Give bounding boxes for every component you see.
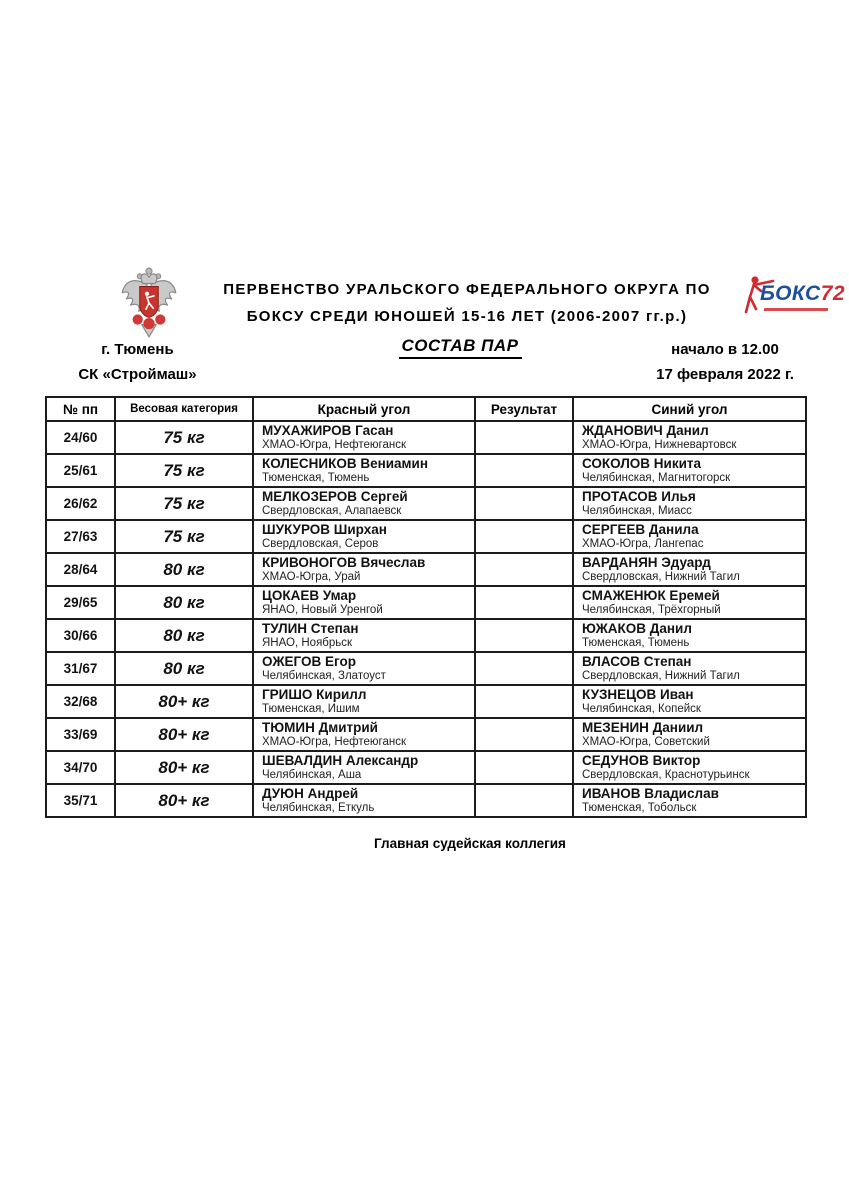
header-bout-number: № пп [46,397,115,421]
boks72-tagline-bar [764,308,829,311]
table-row [46,520,806,553]
red-corner-region: ЯНАО, Новый Уренгой [262,604,383,616]
red-corner-name: КОЛЕСНИКОВ Вениамин [262,456,428,471]
weight-category: 75 кг [115,487,253,520]
bout-number: 26/62 [46,487,115,520]
table-row [46,751,806,784]
red-corner-region: ХМАО-Югра, Нефтеюганск [262,439,406,451]
weight-category: 80+ кг [115,718,253,751]
red-corner-name: МЕЛКОЗЕРОВ Сергей [262,489,408,504]
boks72-text-red: 72 [820,282,846,305]
bout-number: 31/67 [46,652,115,685]
red-corner-cell [253,685,475,718]
result-cell [475,619,573,652]
blue-corner-cell [573,619,806,652]
bout-number: 29/65 [46,586,115,619]
red-corner-cell [253,784,475,817]
result-cell [475,718,573,751]
red-corner-name: ОЖЕГОВ Егор [262,654,356,669]
blue-corner-region: Тюменская, Тобольск [582,802,697,814]
weight-category: 80 кг [115,553,253,586]
table-row [46,553,806,586]
red-corner-cell [253,652,475,685]
red-corner-name: ШУКУРОВ Ширхан [262,522,387,537]
result-cell [475,685,573,718]
weight-category: 80 кг [115,586,253,619]
blue-corner-cell [573,685,806,718]
blue-corner-name: ЮЖАКОВ Данил [582,621,692,636]
red-corner-name: ДУЮН Андрей [262,786,359,801]
red-corner-name: ГРИШО Кирилл [262,687,367,702]
blue-corner-cell [573,586,806,619]
bout-number: 32/68 [46,685,115,718]
blue-corner-region: Челябинская, Магнитогорск [582,472,731,484]
result-cell [475,487,573,520]
red-corner-region: ХМАО-Югра, Урай [262,571,361,583]
blue-corner-name: СОКОЛОВ Никита [582,456,702,471]
blue-corner-cell [573,784,806,817]
event-start-time: начало в 12.00 [671,341,779,358]
weight-category: 80+ кг [115,751,253,784]
bout-number: 27/63 [46,520,115,553]
result-cell [475,421,573,454]
boks72-wordmark [760,282,845,306]
red-corner-name: МУХАЖИРОВ Гасан [262,423,394,438]
red-corner-cell [253,421,475,454]
red-corner-name: КРИВОНОГОВ Вячеслав [262,555,426,570]
page-title-line2: БОКСУ СРЕДИ ЮНОШЕЙ 15-16 ЛЕТ (2006-2007 гг.р.) [246,308,688,325]
weight-category: 75 кг [115,421,253,454]
red-corner-region: Челябинская, Еткуль [262,802,375,814]
bout-number: 35/71 [46,784,115,817]
page-title-line1: ПЕРВЕНСТВО УРАЛЬСКОГО ФЕДЕРАЛЬНОГО ОКРУГА ПО [223,281,711,298]
event-venue: СК «Строймаш» [78,366,197,383]
result-cell [475,784,573,817]
red-corner-region: Челябинская, Аша [262,769,362,781]
blue-corner-cell [573,454,806,487]
table-row [46,784,806,817]
bout-number: 33/69 [46,718,115,751]
pairs-table [45,396,807,818]
red-corner-name: ТЮМИН Дмитрий [262,720,378,735]
table-row [46,454,806,487]
red-corner-cell [253,751,475,784]
bout-number: 24/60 [46,421,115,454]
blue-corner-cell [573,520,806,553]
weight-category: 80 кг [115,652,253,685]
blue-corner-region: Свердловская, Нижний Тагил [582,670,740,682]
red-corner-cell [253,454,475,487]
result-cell [475,553,573,586]
red-corner-cell [253,718,475,751]
blue-corner-name: ЖДАНОВИЧ Данил [582,423,709,438]
blue-corner-region: ХМАО-Югра, Советский [582,736,710,748]
blue-corner-cell [573,553,806,586]
blue-corner-name: МЕЗЕНИН Даниил [582,720,704,735]
red-corner-name: ЦОКАЕВ Умар [262,588,357,603]
blue-corner-cell [573,751,806,784]
red-corner-cell [253,586,475,619]
blue-corner-region: Свердловская, Краснотурьинск [582,769,750,781]
pairs-table-header [46,397,806,421]
table-row [46,685,806,718]
header-weight-category: Весовая категория [115,397,253,421]
red-corner-region: Тюменская, Тюмень [262,472,370,484]
blue-corner-cell [573,421,806,454]
red-corner-cell [253,520,475,553]
result-cell [475,652,573,685]
blue-corner-name: СЕДУНОВ Виктор [582,753,701,768]
table-row [46,421,806,454]
blue-corner-region: Тюменская, Тюмень [582,637,690,649]
weight-category: 75 кг [115,454,253,487]
bout-number: 25/61 [46,454,115,487]
blue-corner-name: ИВАНОВ Владислав [582,786,719,801]
event-schedule [636,337,814,387]
red-corner-region: Свердловская, Серов [262,538,379,550]
blue-corner-name: КУЗНЕЦОВ Иван [582,687,694,702]
table-row [46,487,806,520]
pairs-table-body [46,421,806,817]
table-row [46,652,806,685]
table-row [46,718,806,751]
blue-corner-region: ХМАО-Югра, Лангепас [582,538,704,550]
blue-corner-name: ВАРДАНЯН Эдуард [582,555,711,570]
bout-number: 28/64 [46,553,115,586]
boks72-logo [740,272,846,324]
event-city: г. Тюмень [101,341,174,358]
blue-corner-region: Челябинская, Миасс [582,505,692,517]
blue-corner-cell [573,652,806,685]
weight-category: 75 кг [115,520,253,553]
result-cell [475,520,573,553]
red-corner-region: Челябинская, Златоуст [262,670,386,682]
blue-corner-region: Челябинская, Копейск [582,703,701,715]
table-row [46,586,806,619]
red-corner-cell [253,553,475,586]
bout-number: 34/70 [46,751,115,784]
page-title [193,276,741,330]
red-corner-region: Тюменская, Ишим [262,703,360,715]
red-corner-cell [253,619,475,652]
weight-category: 80+ кг [115,685,253,718]
red-corner-name: ТУЛИН Степан [262,621,359,636]
boxing-federation-eagle-emblem-icon [118,266,180,338]
weight-category: 80 кг [115,619,253,652]
blue-corner-region: Свердловская, Нижний Тагил [582,571,740,583]
table-row [46,619,806,652]
blue-corner-region: ХМАО-Югра, Нижневартовск [582,439,737,451]
doc-title: СОСТАВ ПАР [399,336,522,359]
header-result: Результат [475,397,573,421]
header-red-corner: Красный угол [253,397,475,421]
event-date: 17 февраля 2022 г. [656,366,794,383]
red-corner-name: ШЕВАЛДИН Александр [262,753,419,768]
weight-category: 80+ кг [115,784,253,817]
header-blue-corner: Синий угол [573,397,806,421]
red-corner-region: ЯНАО, Ноябрьск [262,637,353,649]
blue-corner-cell [573,487,806,520]
result-cell [475,454,573,487]
result-cell [475,751,573,784]
blue-corner-name: ПРОТАСОВ Илья [582,489,696,504]
blue-corner-name: СЕРГЕЕВ Данила [582,522,699,537]
result-cell [475,586,573,619]
chief-judging-panel-line: Главная судейская коллегия [374,836,566,851]
red-corner-region: ХМАО-Югра, Нефтеюганск [262,736,406,748]
blue-corner-region: Челябинская, Трёхгорный [582,604,721,616]
blue-corner-name: СМАЖЕНЮК Еремей [582,588,720,603]
blue-corner-name: ВЛАСОВ Степан [582,654,692,669]
blue-corner-cell [573,718,806,751]
red-corner-region: Свердловская, Алапаевск [262,505,402,517]
boks72-text-blue: БОКС [760,282,821,305]
bout-number: 30/66 [46,619,115,652]
red-corner-cell [253,487,475,520]
